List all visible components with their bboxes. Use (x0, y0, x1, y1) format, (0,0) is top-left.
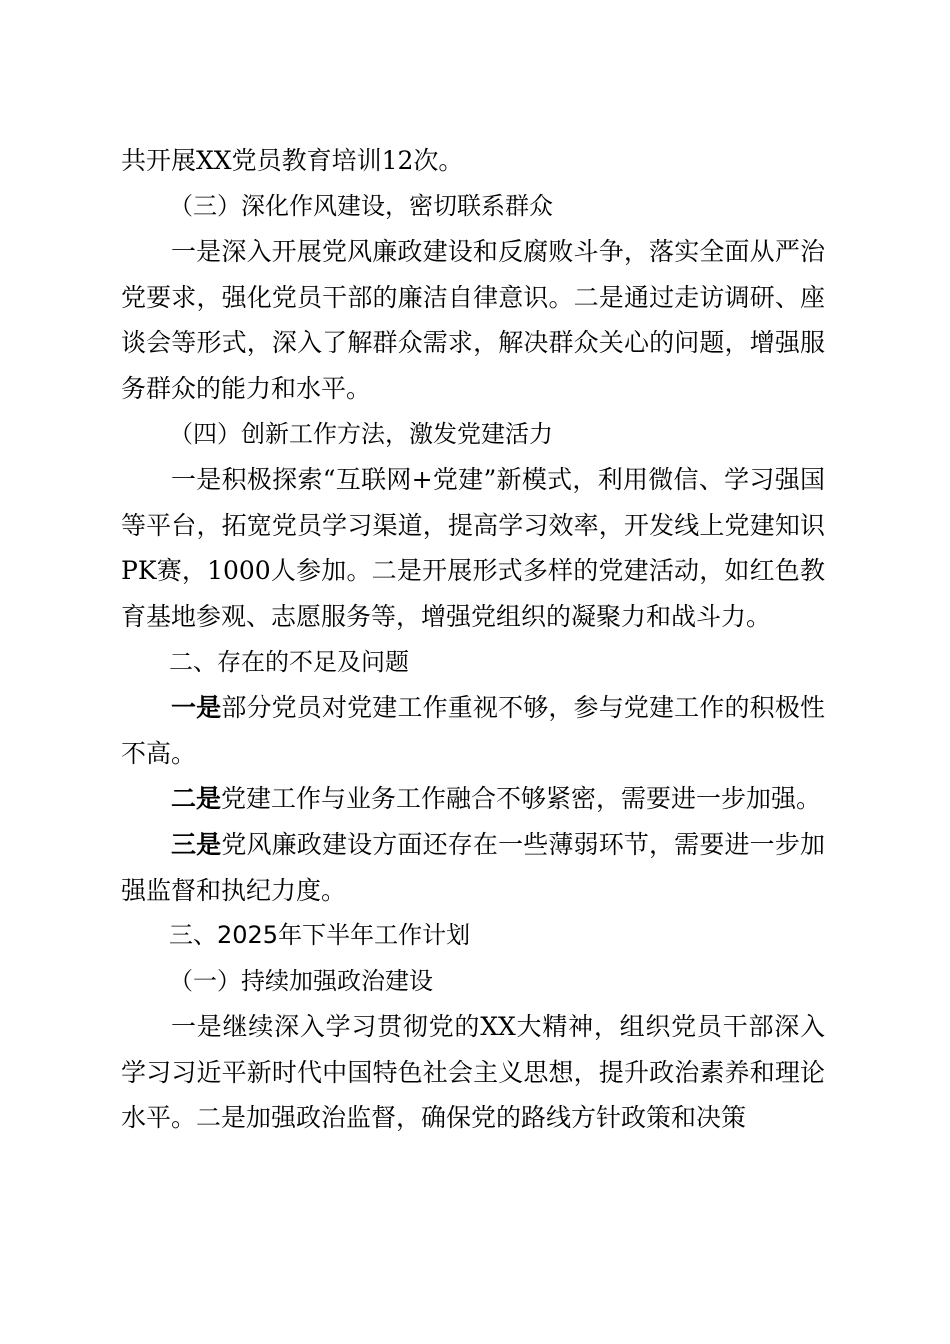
issue-2-text: 党建工作与业务工作融合不够紧密，需要进一步加强。 (221, 784, 822, 814)
issue-1-text: 部分党员对党建工作重视不够，参与党建工作的积极性不高。 (121, 693, 825, 768)
subheading-innovation: （四）创新工作方法，激发党建活力 (169, 419, 553, 448)
paragraph-issue-2 (121, 776, 825, 822)
document-body (121, 138, 825, 1141)
paragraph-work-style: 一是深入开展党风廉政建设和反腐败斗争，落实全面从严治党要求，强化党员干部的廉洁自律意识。二是通过走访调研、座谈会等形式，深入了解群众需求，解决群众关心的问题，增强服务群众的能力和水平。 (121, 237, 825, 403)
issue-1-lead: 一是 (171, 693, 222, 723)
subheading-work-style: （三）深化作风建设，密切联系群众 (169, 191, 553, 220)
paragraph-training-count: 共开展XX党员教育培训12次。 (121, 146, 464, 175)
subheading-political-building: （一）持续加强政治建设 (169, 966, 433, 995)
paragraph-issue-1 (121, 685, 825, 776)
paragraph-issue-3 (121, 822, 825, 913)
paragraph-innovation: 一是积极探索“互联网+党建”新模式，利用微信、学习强国等平台，拓宽党员学习渠道，提高学习效率，开发线上党建知识PK赛，1000人参加。二是开展形式多样的党建活动，如红色教育基地参观、志愿服务等，增强党组织的凝聚力和战斗力。 (121, 465, 825, 631)
issue-2-lead: 二是 (171, 784, 222, 814)
paragraph-political-building: 一是继续深入学习贯彻党的XX大精神，组织党员干部深入学习习近平新时代中国特色社会主义思想，提升政治素养和理论水平。二是加强政治监督，确保党的路线方针政策和决策 (121, 1012, 825, 1133)
issue-3-text: 党风廉政建设方面还存在一些薄弱环节，需要进一步加强监督和执纪力度。 (121, 829, 825, 905)
section-heading-plan: 三、2025年下半年工作计划 (169, 921, 471, 950)
section-heading-issues: 二、存在的不足及问题 (169, 647, 409, 676)
issue-3-lead: 三是 (171, 829, 222, 859)
